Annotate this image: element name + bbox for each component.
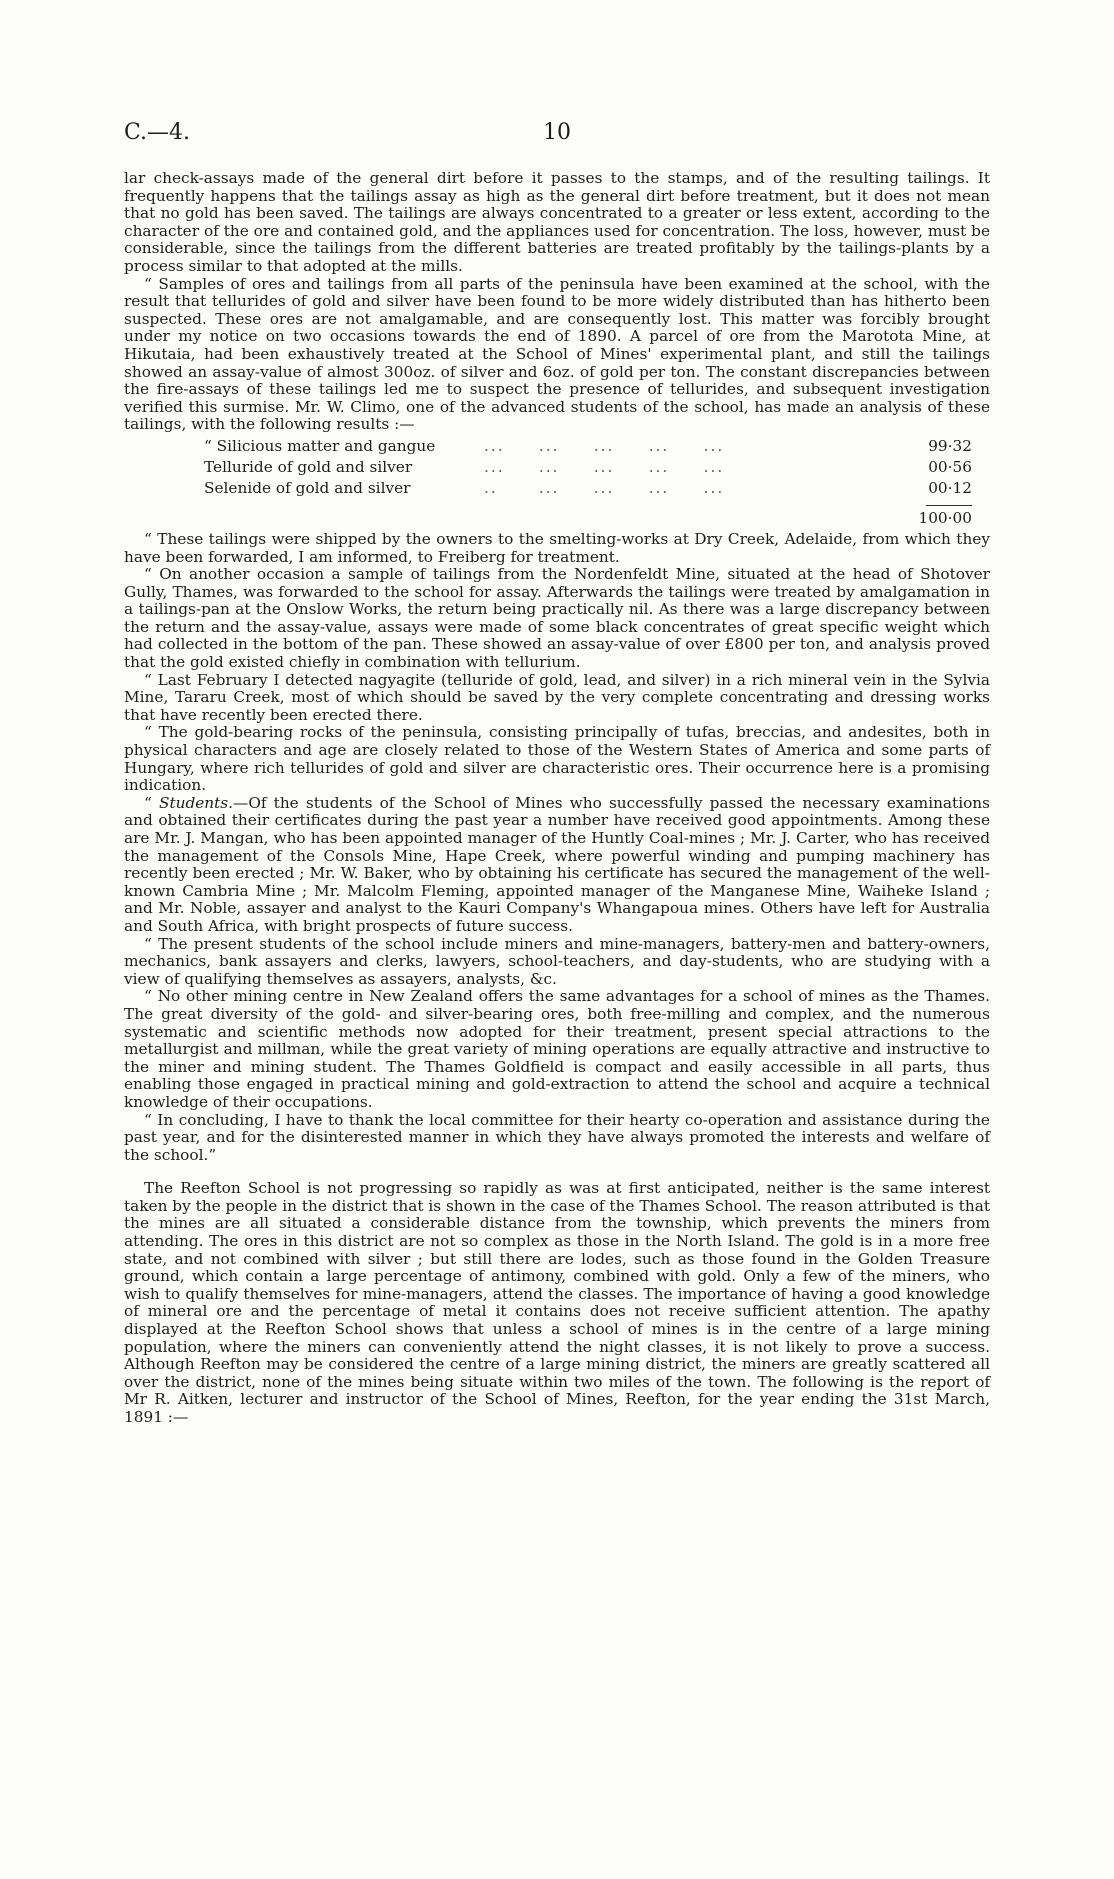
document-code: C.—4. xyxy=(124,120,191,145)
paragraph: “ These tailings were shipped by the owners to the smelting-works at Dry Creek, Adelaide, from which they have been forwarded, I am informed, to Freiberg for treatment. xyxy=(124,529,990,566)
paragraph: The Reefton School is not progressing so rapidly as was at first anticipated, neither is the same interest taken by the people in the district that is shown in the case of the Thames School. The reason attributed is that the mines are all situated a considerable distance from the township, which prevents the miners from attending. The ores in this district are not so complex as those in the North Island. The gold is in a more free state, and not combined with silver ; but still there are lodes, such as those found in the Golden Treasure ground, which contain a large percentage of antimony, combined with gold. Only a few of the miners, who wish to qualify themselves for mine-managers, attend the classes. The importance of having a good knowledge of mineral ore and the percentage of metal it contains does not receive sufficient attention. The apathy displayed at the Reefton School shows that unless a school of mines is in the centre of a large mining population, where the miners can conveniently attend the night classes, it is not likely to prove a success. Although Reefton may be considered the centre of a large mining district, the miners are greatly scattered all over the district, none of the mines being situate within two miles of the town. The following is the report of Mr R. Aitken, lecturer and instructor of the School of Mines, Reefton, for the year ending the 31st March, 1891 :— xyxy=(124,1179,990,1426)
section-gap xyxy=(124,1164,990,1180)
paragraph xyxy=(124,795,990,936)
row-leaders: ... ... ... ... ... xyxy=(484,437,725,455)
quote-open: “ xyxy=(144,793,159,812)
row-label: Telluride of gold and silver xyxy=(204,457,413,476)
row-label: “ Silicious matter and gangue xyxy=(204,436,436,455)
paragraph: “ The gold-bearing rocks of the peninsula, consisting principally of tufas, breccias, and andesites, both in physical characters and age are closely related to those of the Western States of America and some parts of Hungary, where rich tellurides of gold and silver are characteristic ores. Their occurrence here is a promising indication. xyxy=(124,723,990,795)
analysis-table xyxy=(124,438,990,531)
row-value: 99·32 xyxy=(928,436,972,455)
row-label: Selenide of gold and silver xyxy=(204,478,411,497)
paragraph: “ Samples of ores and tailings from all parts of the peninsula have been examined at the school, with the result that tellurides of gold and silver have been found to be more widely distributed than has hitherto been suspected. These ores are not amalgamable, and are consequently lost. This matter was forcibly brought under my notice on two occasions towards the end of 1890. A parcel of ore from the Marotota Mine, at Hikutaia, had been exhaustively treated at the School of Mines' experimental plant, and still the tailings showed an assay-value of almost 300oz. of silver and 6oz. of gold per ton. The constant discrepancies between the fire-assays of these tailings led me to suspect the presence of tellurides, and subsequent investigation verified this surmise. Mr. W. Climo, one of the advanced students of the school, has made an analysis of these tailings, with the following results :— xyxy=(124,274,990,434)
page-header xyxy=(124,120,990,150)
table-row xyxy=(124,459,990,480)
sum-rule xyxy=(926,505,972,506)
page-number: 10 xyxy=(543,120,571,145)
row-leaders: .. ... ... ... ... xyxy=(484,479,725,497)
table-row xyxy=(124,480,990,501)
paragraph: “ No other mining centre in New Zealand offers the same advantages for a school of mines as the Thames. The great diversity of the gold- and silver-bearing ores, both free-milling and complex, and the numerous systematic and scientific methods now adopted for their treatment, present special attractions to the metallurgist and millman, while the great variety of mining operations are equally attractive and instructive to the miner and mining student. The Thames Goldfield is compact and easily accessible in all parts, thus enabling those engaged in practical mining and gold-extraction to attend the school and acquire a technical knowledge of their occupations. xyxy=(124,987,990,1111)
table-row xyxy=(124,438,990,459)
row-value: 00·12 xyxy=(928,478,972,497)
section-heading: Students. xyxy=(158,793,234,812)
paragraph: “ Last February I detected nagyagite (telluride of gold, lead, and silver) in a rich mineral vein in the Sylvia Mine, Tararu Creek, most of which should be saved by the very complete concentrating and dressing works that have recently been erected there. xyxy=(124,670,990,724)
row-leaders: ... ... ... ... ... xyxy=(484,458,725,476)
paragraph-text: —Of the students of the School of Mines who successfully passed the necessary examinations and obtained their certificates during the past year a number have received good appointments. Among these are Mr. J. Mangan, who has been appointed manager of the Huntly Coal-mines ; Mr. J. Carter, who has received the management of the Consols Mine, Hape Creek, where powerful winding and pumping machinery has recently been erected ; Mr. W. Baker, who by obtaining his certificate has secured the management of the well-known Cambria Mine ; Mr. Malcolm Fleming, appointed manager of the Manganese Mine, Waiheke Island ; and Mr. Noble, assayer and analyst to the Kauri Company's Whangapoua mines. Others have left for Australia and South Africa, with bright prospects of future success. xyxy=(124,793,991,935)
table-total: 100·00 xyxy=(918,508,972,527)
paragraph: “ In concluding, I have to thank the local committee for their hearty co-operation and assistance during the past year, and for the disinterested manner in which they have always promoted the interests and welfare of the school.” xyxy=(124,1110,990,1164)
row-value: 00·56 xyxy=(928,457,972,476)
paragraph: “ On another occasion a sample of tailings from the Nordenfeldt Mine, situated at the head of Shotover Gully, Thames, was forwarded to the school for assay. Afterwards the tailings were treated by amalgamation in a tailings-pan at the Onslow Works, the return being practically nil. As there was a large discrepancy between the return and the assay-value, assays were made of some black concentrates of great specific weight which had collected in the bottom of the pan. These showed an assay-value of over £800 per ton, and analysis proved that the gold existed chiefly in combination with tellurium. xyxy=(124,565,990,672)
paragraph: lar check-assays made of the general dirt before it passes to the stamps, and of the resulting tailings. It frequently happens that the tailings assay as high as the general dirt before treatment, but it does not mean that no gold has been saved. The tailings are always concentrated to a greater or less extent, according to the character of the ore and contained gold, and the appliances used for concentration. The loss, however, must be considerable, since the tailings from the different batteries are treated profitably by the tailings-plants by a process similar to that adopted at the mills. xyxy=(124,169,990,275)
paragraph: “ The present students of the school include miners and mine-managers, battery-men and battery-owners, mechanics, bank assayers and clerks, lawyers, school-teachers, and day-students, who are studying with a view of qualifying themselves as assayers, analysts, &c. xyxy=(124,934,990,988)
page-body xyxy=(124,170,990,1427)
